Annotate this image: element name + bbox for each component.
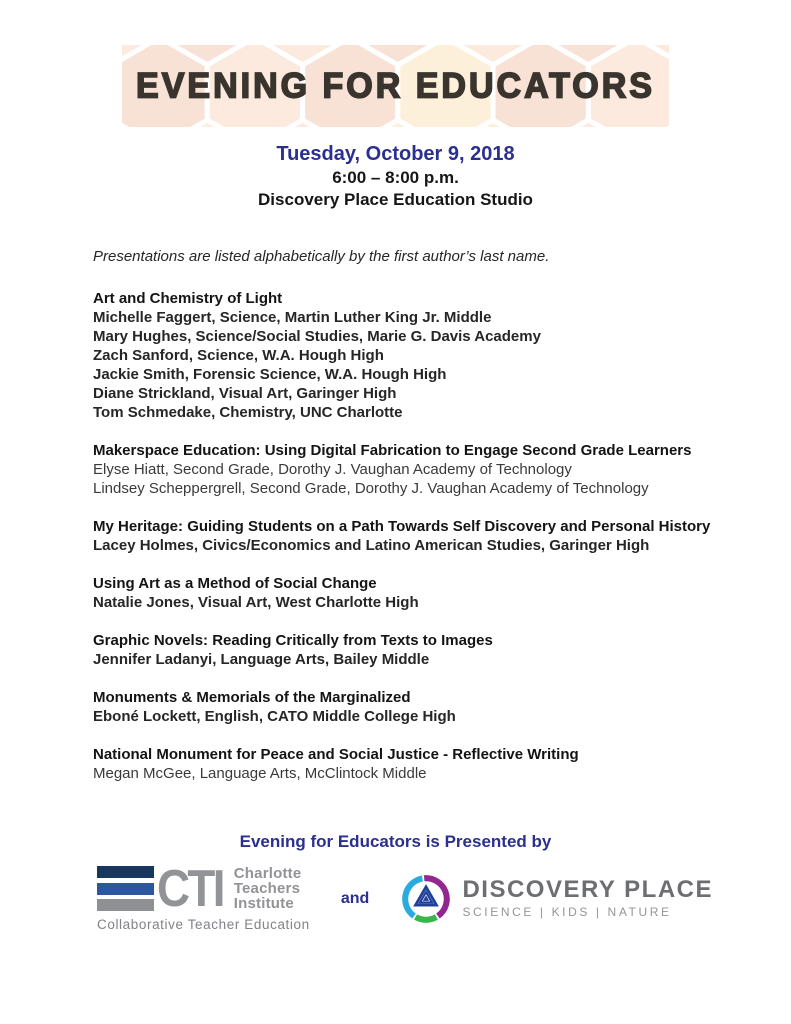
session-block [93,688,751,726]
conjunction-text: and [340,889,370,907]
event-info [0,142,791,211]
intro-note: Presentations are listed alphabetically by the first author’s last name. [93,248,550,265]
presented-by-heading: Evening for Educators is Presented by [239,832,552,851]
discovery-place-text [462,877,713,920]
presenter-line: Eboné Lockett, English, CATO Middle College High [93,708,456,725]
presenter-line: Zach Sanford, Science, W.A. Hough High [93,347,384,364]
presenter-line: Lacey Holmes, Civics/Economics and Latino American Studies, Garinger High [93,537,650,554]
session-block [93,441,751,498]
session-block [93,631,751,669]
sessions-list [93,289,751,783]
discovery-place-tagline: SCIENCE | KIDS | NATURE [462,905,672,919]
session-title: National Monument for Peace and Social Justice - Reflective Writing [93,746,579,763]
discovery-place-name: DISCOVERY PLACE [462,876,713,903]
session-title: Monuments & Memorials of the Marginalized [93,689,411,706]
session-block [93,574,751,612]
cti-bar-gray [97,899,154,911]
cti-logo [97,859,310,932]
presenter-line: Elyse Hiatt, Second Grade, Dorothy J. Vaughan Academy of Technology [93,461,572,478]
cti-bars-icon [97,866,154,911]
session-title: Art and Chemistry of Light [93,290,283,307]
sponsor-logos-row [97,859,713,932]
session-title: Makerspace Education: Using Digital Fabrication to Engage Second Grade Learners [93,442,692,459]
session-title: My Heritage: Guiding Students on a Path Towards Self Discovery and Personal History [93,518,711,535]
event-date: Tuesday, October 9, 2018 [276,143,515,165]
presenter-line: Diane Strickland, Visual Art, Garinger High [93,385,397,402]
event-banner [122,45,669,127]
discovery-place-logo [400,873,713,925]
presenter-line: Megan McGee, Language Arts, McClintock Middle [93,765,427,782]
session-title: Using Art as a Method of Social Change [93,575,377,592]
cti-name-lines [234,866,302,911]
event-time: 6:00 – 8:00 p.m. [332,168,459,187]
event-location: Discovery Place Education Studio [258,190,533,209]
presenter-line: Lindsey Scheppergrell, Second Grade, Dorothy J. Vaughan Academy of Technology [93,480,649,497]
presenter-line: Michelle Faggert, Science, Martin Luther King Jr. Middle [93,309,492,326]
presenter-line: Mary Hughes, Science/Social Studies, Marie G. Davis Academy [93,328,541,345]
presenter-line: Natalie Jones, Visual Art, West Charlotte High [93,594,419,611]
cti-logo-top [97,859,310,918]
cti-name-line: Institute [233,895,294,912]
cti-bar-navy [97,866,154,878]
session-title: Graphic Novels: Reading Critically from Texts to Images [93,632,493,649]
session-block [93,289,751,422]
presenter-line: Jennifer Ladanyi, Language Arts, Bailey Middle [93,651,430,668]
session-block [93,517,751,555]
presenter-line: Jackie Smith, Forensic Science, W.A. Hough High [93,366,447,383]
cti-name-line: Charlotte [233,865,302,882]
presenter-line: Tom Schmedake, Chemistry, UNC Charlotte [93,404,403,421]
banner-title: EVENING FOR EDUCATORS [136,65,655,106]
cti-name-line: Teachers [233,880,301,897]
discovery-place-ring-icon [400,873,452,925]
footer [0,831,791,932]
cti-acronym: CTI [157,859,223,918]
cti-tagline: Collaborative Teacher Education [97,917,310,932]
session-block [93,745,751,783]
cti-bar-blue [97,883,154,895]
